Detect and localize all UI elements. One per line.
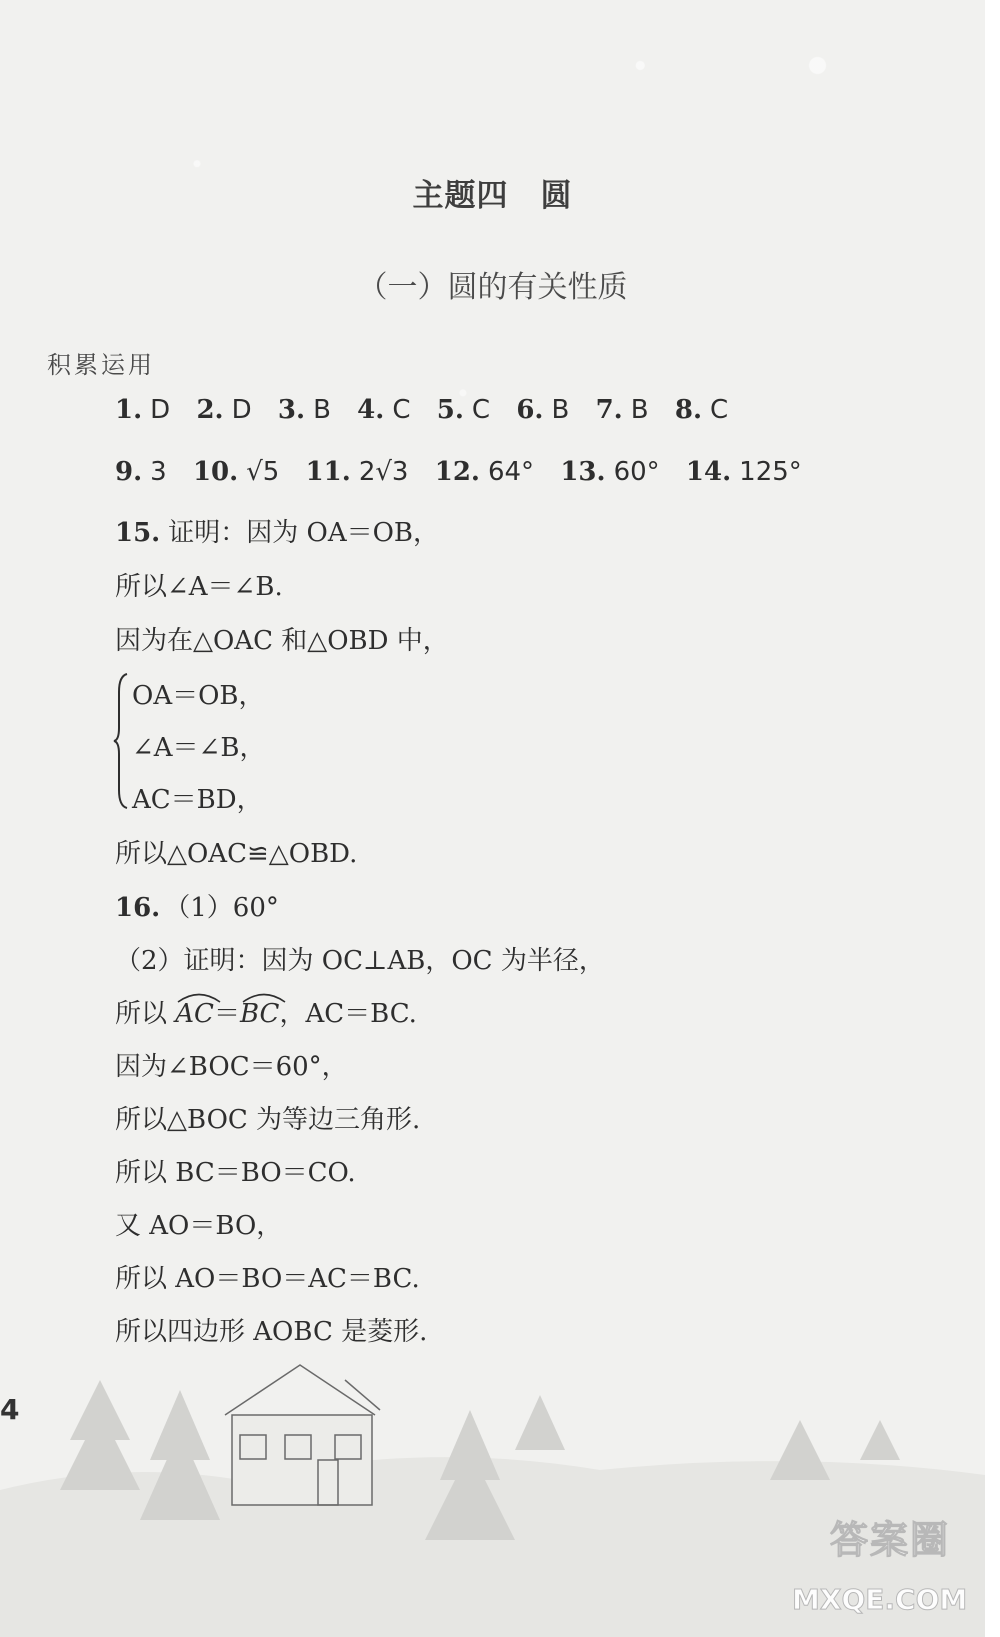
- answer-item: 9. 3: [115, 457, 167, 487]
- q16-arc-line: 所以 AC＝ BC，AC＝BC.: [115, 993, 417, 1030]
- answers-row-1: [115, 395, 746, 425]
- page-subtitle: （一）圆的有关性质: [357, 270, 628, 305]
- q16-line-7: 所以 AO＝BO＝AC＝BC.: [115, 1264, 420, 1294]
- house: [225, 1365, 380, 1505]
- answer-item: 11. 2√3: [305, 457, 409, 487]
- q16-line-3: 因为∠BOC＝60°，: [115, 1052, 348, 1082]
- answers-row-2: [115, 457, 820, 487]
- answer-item: 12. 64°: [434, 457, 535, 487]
- page-title: 主题四 圆: [412, 178, 573, 214]
- q16-line-1: 16. （1）60°: [115, 893, 279, 923]
- system-line-3: AC＝BD，: [132, 785, 263, 815]
- answer-item: 13. 60°: [560, 457, 660, 487]
- answer-item: 8. C: [674, 395, 729, 425]
- q16-line-4: 所以△BOC 为等边三角形.: [115, 1105, 421, 1135]
- q15-number: 15.: [115, 518, 161, 548]
- left-brace: [113, 672, 129, 810]
- q15-line-3: 因为在△OAC 和△OBD 中，: [115, 626, 449, 656]
- system-line-2: ∠A＝∠B，: [132, 733, 266, 763]
- answer-item: 1. D: [115, 395, 171, 425]
- answer-item: 4. C: [357, 395, 411, 425]
- answer-item: 6. B: [516, 395, 570, 425]
- page-number: 4: [0, 1393, 20, 1426]
- q16-line-2: （2）证明：因为 OC⊥AB，OC 为半径，: [115, 946, 605, 976]
- answer-item: 5. C: [436, 395, 491, 425]
- q16-number: 16.: [115, 893, 161, 923]
- q15-line-4: 所以△OAC≌△OBD.: [115, 839, 358, 869]
- system-line-1: OA＝OB，: [132, 681, 265, 711]
- watermark-logo: 答案圈 MXQE.COM: [792, 1518, 968, 1616]
- answer-item: 10. √5: [192, 457, 280, 487]
- answer-item: 3. B: [277, 395, 331, 425]
- q15-line-2: 所以∠A＝∠B.: [115, 572, 283, 602]
- q16-line-8: 所以四边形 AOBC 是菱形.: [115, 1317, 428, 1347]
- arc-bc: BC: [240, 999, 279, 1029]
- page-margin: [985, 0, 1000, 1637]
- answer-item: 14. 125°: [685, 457, 802, 487]
- q16-line-6: 又 AO＝BO，: [115, 1211, 283, 1241]
- answer-item: 2. D: [196, 395, 252, 425]
- answer-item: 7. B: [595, 395, 649, 425]
- q16-line-5: 所以 BC＝BO＝CO.: [115, 1158, 356, 1188]
- q15-line-1: 15. 证明：因为 OA＝OB，: [115, 518, 440, 548]
- section-label: 积累运用: [47, 351, 155, 379]
- arc-ac: AC: [175, 999, 214, 1029]
